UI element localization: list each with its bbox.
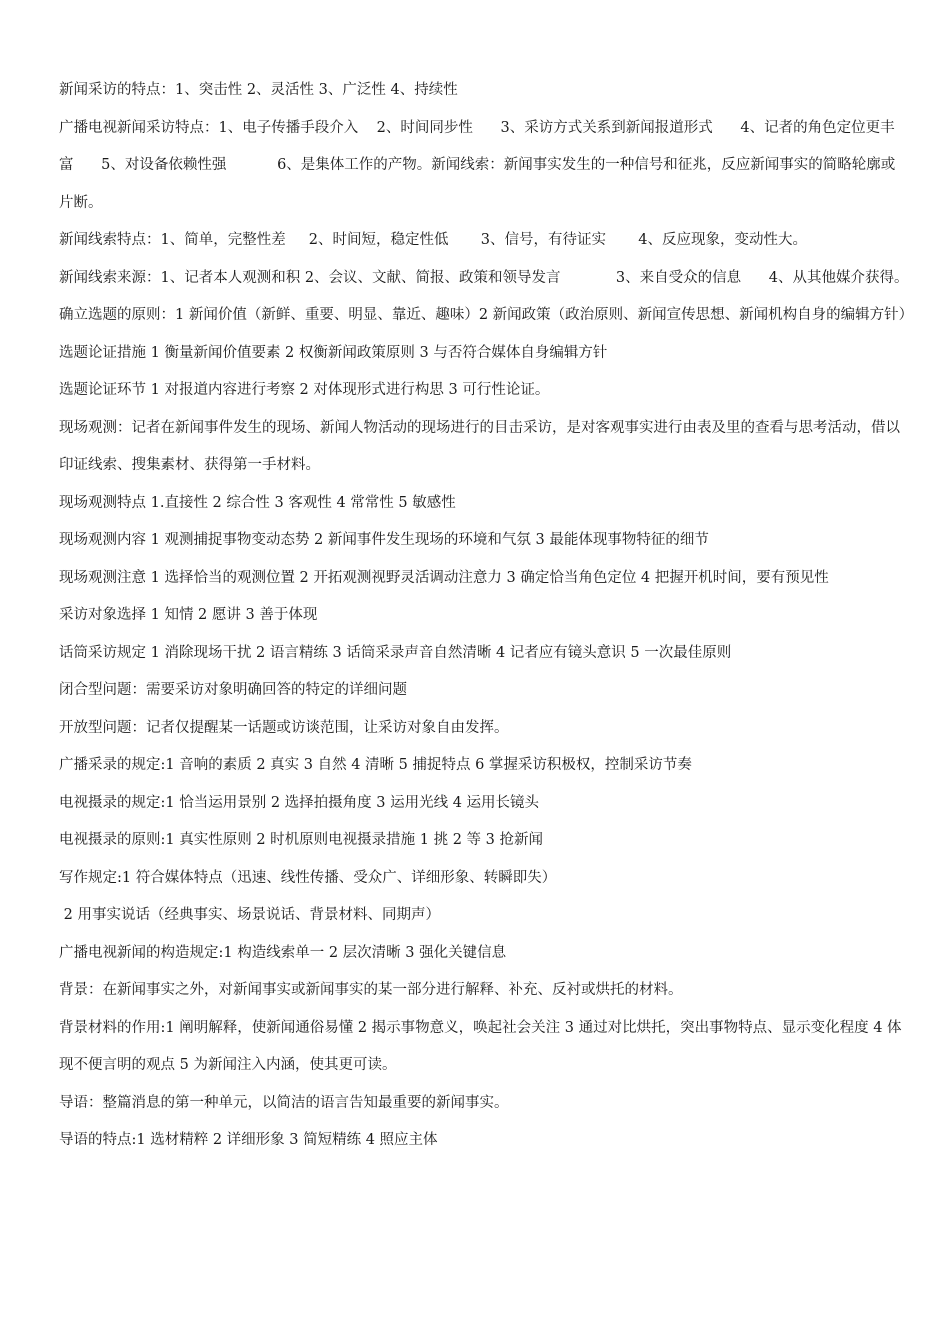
paragraph: 导语：整篇消息的第一种单元，以简洁的语言告知最重要的新闻事实。 (59, 1094, 509, 1111)
document-body (59, 72, 914, 1160)
paragraph: 现场观测注意 1 选择恰当的观测位置 2 开拓观测视野灵活调动注意力 3 确定恰当角色定位 4 把握开机时间，要有预见性 (59, 569, 829, 586)
paragraph: 2 用事实说话（经典事实、场景说话、背景材料、同期声） (59, 907, 440, 923)
paragraph: 确立选题的原则：1 新闻价值（新鲜、重要、明显、靠近、趣味）2 新闻政策（政治原则、新闻宣传思想、新闻机构自身的编辑方针） (59, 307, 914, 323)
paragraph: 采访对象选择 1 知情 2 愿讲 3 善于体现 (59, 607, 318, 623)
paragraph: 广播电视新闻采访特点：1、电子传播手段介入 2、时间同步性 3、采访方式关系到新闻报道形式 4、记者的角色定位更丰富 5、对设备依赖性强 6、是集体工作的产物。新闻线索：新闻事实发生的一种信号和征兆，反应新闻事实的简略轮廓或片断。 (59, 119, 896, 211)
paragraph: 选题论证环节 1 对报道内容进行考察 2 对体现形式进行构思 3 可行性论证。 (59, 382, 550, 398)
paragraph: 写作规定:1 符合媒体特点（迅速、线性传播、受众广、详细形象、转瞬即失） (59, 869, 557, 886)
paragraph: 电视摄录的规定:1 恰当运用景别 2 选择拍摄角度 3 运用光线 4 运用长镜头 (59, 794, 540, 811)
paragraph: 闭合型问题：需要采访对象明确回答的特定的详细问题 (59, 682, 407, 698)
paragraph: 导语的特点:1 选材精粹 2 详细形象 3 简短精练 4 照应主体 (59, 1132, 438, 1148)
paragraph: 话筒采访规定 1 消除现场干扰 2 语言精练 3 话筒采录声音自然清晰 4 记者应有镜头意识 5 一次最佳原则 (59, 644, 732, 661)
paragraph: 背景：在新闻事实之外，对新闻事实或新闻事实的某一部分进行解释、补充、反衬或烘托的材料。 (59, 982, 683, 998)
paragraph: 背景材料的作用:1 阐明解释，使新闻通俗易懂 2 揭示事物意义，唤起社会关注 3 通过对比烘托，突出事物特点、显示变化程度 4 体现不便言明的观点 5 为新闻注入内涵，使其更可读。 (59, 1019, 902, 1073)
paragraph: 新闻线索来源：1、记者本人观测和积 2、会议、文献、简报、政策和领导发言 3、来自受众的信息 4、从其他媒介获得。 (59, 269, 909, 286)
paragraph: 现场观测内容 1 观测捕捉事物变动态势 2 新闻事件发生现场的环境和气氛 3 最能体现事物特征的细节 (59, 532, 709, 548)
paragraph: 广播采录的规定:1 音响的素质 2 真实 3 自然 4 清晰 5 捕捉特点 6 掌握采访积极权，控制采访节奏 (59, 757, 692, 773)
paragraph: 选题论证措施 1 衡量新闻价值要素 2 权衡新闻政策原则 3 与否符合媒体自身编辑方针 (59, 344, 608, 361)
paragraph: 现场观测：记者在新闻事件发生的现场、新闻人物活动的现场进行的目击采访，是对客观事实进行由表及里的查看与思考活动，借以印证线索、搜集素材、获得第一手材料。 (59, 419, 900, 473)
paragraph: 开放型问题：记者仅提醒某一话题或访谈范围，让采访对象自由发挥。 (59, 719, 509, 736)
paragraph: 新闻线索特点：1、简单，完整性差 2、时间短，稳定性低 3、信号，有待证实 4、反应现象，变动性大。 (59, 232, 807, 248)
paragraph: 现场观测特点 1.直接性 2 综合性 3 客观性 4 常常性 5 敏感性 (59, 494, 456, 511)
paragraph: 广播电视新闻的构造规定:1 构造线索单一 2 层次清晰 3 强化关键信息 (59, 944, 507, 961)
paragraph: 电视摄录的原则:1 真实性原则 2 时机原则电视摄录措施 1 挑 2 等 3 抢新闻 (59, 832, 543, 848)
paragraph: 新闻采访的特点：1、突击性 2、灵活性 3、广泛性 4、持续性 (59, 82, 458, 98)
